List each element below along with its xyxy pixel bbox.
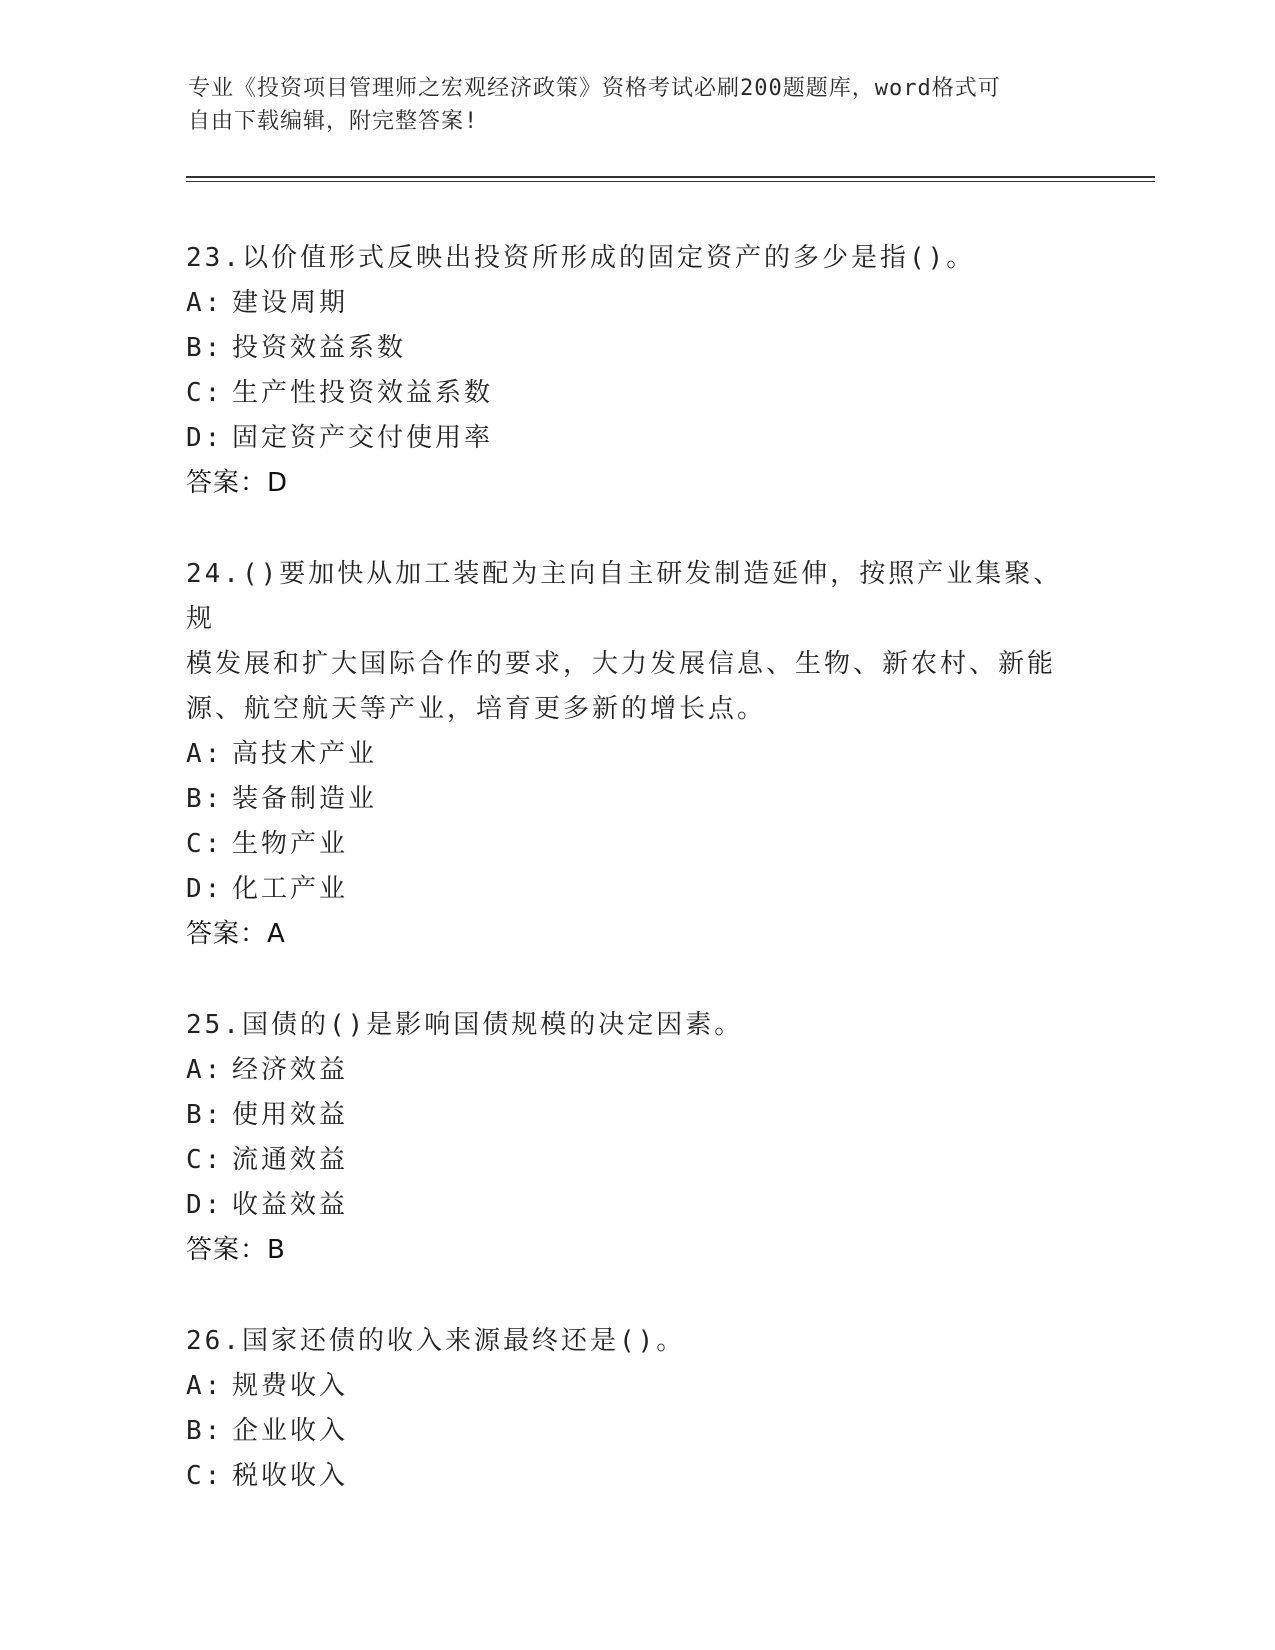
question-stem: 23.以价值形式反映出投资所形成的固定资产的多少是指()。 <box>186 243 976 273</box>
header-divider <box>186 176 1155 182</box>
header-line-2: 自由下载编辑，附完整答案! <box>188 109 479 134</box>
option-text: 规费收入 <box>232 1371 349 1401</box>
answer-line: 答案：D <box>186 468 289 498</box>
option-b <box>186 1409 1086 1454</box>
option-b <box>186 1093 1086 1138</box>
option-a <box>186 732 1086 777</box>
option-text: 税收收入 <box>232 1461 349 1491</box>
option-text: 企业收入 <box>232 1416 349 1446</box>
option-text: 生产性投资效益系数 <box>232 378 494 408</box>
option-text: 高技术产业 <box>232 739 378 769</box>
option-c <box>186 371 1086 416</box>
option-text: 生物产业 <box>232 829 349 859</box>
question-list <box>186 236 1086 1545</box>
option-key: C: <box>186 829 224 859</box>
option-key: D: <box>186 1190 224 1220</box>
question-23 <box>186 236 1086 506</box>
question-24 <box>186 552 1086 957</box>
option-key: A: <box>186 1055 224 1085</box>
option-text: 投资效益系数 <box>232 333 407 363</box>
option-key: C: <box>186 1145 224 1175</box>
option-text: 使用效益 <box>232 1100 349 1130</box>
option-key: C: <box>186 1461 224 1491</box>
option-key: B: <box>186 1100 224 1130</box>
option-key: D: <box>186 874 224 904</box>
question-stem: 26.国家还债的收入来源最终还是()。 <box>186 1326 686 1356</box>
question-25 <box>186 1003 1086 1273</box>
question-stem-line: 模发展和扩大国际合作的要求，大力发展信息、生物、新农村、新能 <box>186 649 1057 679</box>
option-c <box>186 822 1086 867</box>
option-d <box>186 867 1086 912</box>
question-26 <box>186 1319 1086 1499</box>
question-stem-line: 24.()要加快从加工装配为主向自主研发制造延伸，按照产业集聚、规 <box>186 559 1063 634</box>
option-key: A: <box>186 288 224 318</box>
option-a <box>186 281 1086 326</box>
option-text: 固定资产交付使用率 <box>232 423 494 453</box>
header-line-1: 专业《投资项目管理师之宏观经济政策》资格考试必刷200题题库，word格式可 <box>188 76 1001 101</box>
option-text: 装备制造业 <box>232 784 378 814</box>
option-text: 化工产业 <box>232 874 349 904</box>
option-d <box>186 1183 1086 1228</box>
option-key: B: <box>186 1416 224 1446</box>
question-stem-line: 源、航空航天等产业，培育更多新的增长点。 <box>186 694 767 724</box>
option-a <box>186 1364 1086 1409</box>
question-stem: 25.国债的()是影响国债规模的决定因素。 <box>186 1010 744 1040</box>
answer-line: 答案：B <box>186 1235 286 1265</box>
option-key: B: <box>186 784 224 814</box>
option-b <box>186 777 1086 822</box>
option-c <box>186 1454 1086 1499</box>
option-key: A: <box>186 739 224 769</box>
option-a <box>186 1048 1086 1093</box>
document-header <box>188 72 1068 138</box>
option-key: A: <box>186 1371 224 1401</box>
answer-line: 答案：A <box>186 919 286 949</box>
option-c <box>186 1138 1086 1183</box>
option-text: 流通效益 <box>232 1145 349 1175</box>
option-text: 建设周期 <box>232 288 349 318</box>
option-key: B: <box>186 333 224 363</box>
option-key: C: <box>186 378 224 408</box>
option-d <box>186 416 1086 461</box>
option-text: 经济效益 <box>232 1055 349 1085</box>
option-text: 收益效益 <box>232 1190 349 1220</box>
option-b <box>186 326 1086 371</box>
option-key: D: <box>186 423 224 453</box>
